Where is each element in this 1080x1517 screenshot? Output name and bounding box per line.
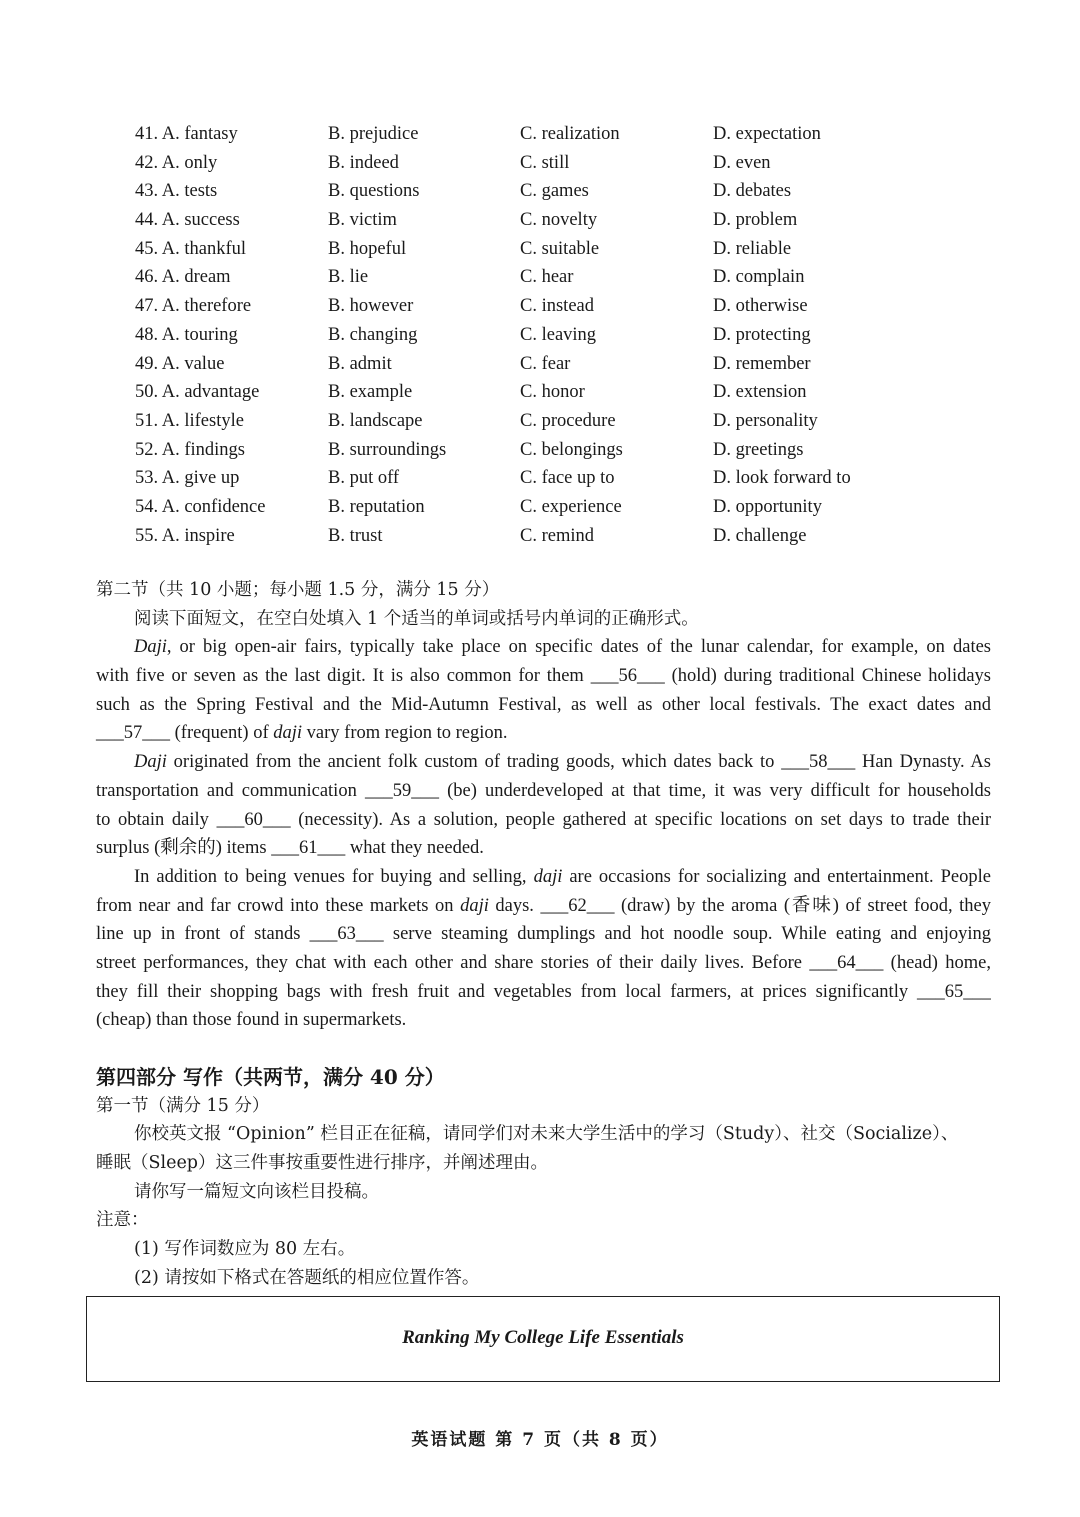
option-choice: 55. A. inspire [135,525,235,546]
section2 [96,576,991,1035]
option-choice: B. trust [328,525,383,546]
passage-line: such as the Spring Festival and the Mid-Autumn Festival, as well as other local festivals. The exact dates and [96,694,991,715]
option-choice: B. surroundings [328,439,447,460]
answer-format-box [86,1296,1000,1382]
section2-heading: 第二节（共 10 小题；每小题 1.5 分，满分 15 分） [96,580,500,600]
option-choice: 42. A. only [135,152,218,173]
option-choice: 50. A. advantage [135,382,260,403]
passage-line: line up in front of stands ___63___ serve steaming dumplings and hot noodle soup. While eating and enjoying [96,924,991,945]
option-choice: B. however [328,296,414,317]
option-choice: D. reliable [713,238,792,259]
option-choice: B. prejudice [328,124,419,144]
option-choice: D. protecting [713,324,811,345]
passage-line: they fill their shopping bags with fresh fruit and vegetables from local farmers, at prices significantly ___65___ [96,981,991,1002]
note-item: (2) 请按如下格式在答题纸的相应位置作答。 [134,1267,480,1288]
passage-line: (cheap) than those found in supermarkets. [96,1010,407,1031]
option-choice: C. face up to [520,468,615,489]
part4-heading: 第四部分 写作（共两节，满分 40 分） [96,1065,445,1089]
passage-line: surplus (剩余的) items ___61___ what they needed. [96,838,484,859]
option-choice: C. realization [520,124,620,144]
passage-line: Daji, or big open-air fairs, typically take place on specific dates of the lunar calendar, for example, on dates [134,637,991,658]
option-row [135,464,995,493]
option-row [135,407,995,436]
option-row [135,263,995,292]
option-choice: C. still [520,152,570,173]
option-row [135,436,995,465]
option-choice: B. example [328,382,413,403]
option-choice: B. reputation [328,496,425,517]
note-item: (1) 写作词数应为 80 左右。 [134,1239,356,1260]
option-choice: D. remember [713,353,811,374]
option-choice: 49. A. value [135,353,225,374]
passage-line: ___57___ (frequent) of daji vary from region to region. [96,723,508,744]
option-choice: C. procedure [520,410,616,431]
option-choice: C. remind [520,525,594,546]
option-choice: D. problem [713,210,798,231]
essay-title: Ranking My College Life Essentials [402,1327,684,1348]
option-choice: 54. A. confidence [135,496,266,517]
note-label: 注意： [96,1210,149,1231]
option-choice: 51. A. lifestyle [135,410,244,431]
passage-line: In addition to being venues for buying and selling, daji are occasions for socializing and entertainment. People [134,866,991,887]
option-row [135,493,995,522]
page-footer: 英语试题 第 7 页（共 8 页） [411,1430,669,1450]
option-choice: C. leaving [520,324,597,345]
term-daji: Daji [134,637,167,658]
option-choice: D. personality [713,410,818,431]
passage-line: from near and far crowd into these markets on daji days. ___62___ (draw) by the aroma (香味) of street food, they [96,895,991,916]
option-choice: D. challenge [713,525,807,546]
option-choice: 44. A. success [135,210,240,231]
option-choice: C. instead [520,296,594,317]
option-choice: B. changing [328,324,418,345]
part4 [96,1063,991,1293]
option-choice: B. put off [328,468,400,489]
option-row [135,292,995,321]
option-choice: D. debates [713,181,792,202]
option-choice: D. otherwise [713,296,808,317]
option-row [135,350,995,379]
option-choice: 53. A. give up [135,468,240,489]
passage-line: to obtain daily ___60___ (necessity). As a solution, people gathered at specific locations on set days to trade their [96,809,991,830]
option-row [135,378,995,407]
option-choice: 43. A. tests [135,181,218,202]
option-choice: C. honor [520,382,585,403]
option-choice: D. look forward to [713,468,851,489]
option-choice: C. experience [520,496,622,517]
option-choice: 46. A. dream [135,267,231,288]
option-choice: B. admit [328,353,392,374]
option-choice: D. opportunity [713,496,822,517]
passage-line: Daji originated from the ancient folk custom of trading goods, which dates back to ___58___ Han Dynasty. As [134,752,991,773]
option-choice: B. lie [328,267,369,288]
passage-line: street performances, they chat with each other and share stories of their daily lives. Before ___64___ (head) home, [96,952,991,973]
option-row [135,149,995,178]
option-choice: C. suitable [520,238,600,259]
option-choice: B. landscape [328,410,423,431]
option-choice: D. extension [713,382,807,403]
option-choice: B. hopeful [328,238,407,259]
option-choice: C. belongings [520,439,623,460]
option-choice: 47. A. therefore [135,296,252,317]
task-line: 请你写一篇短文向该栏目投稿。 [134,1181,379,1202]
cloze-options [135,120,995,550]
option-choice: 45. A. thankful [135,238,246,259]
option-choice: D. complain [713,267,805,288]
passage-line: transportation and communication ___59___ (be) underdeveloped at that time, it was very difficult for households [96,780,991,801]
task-line: 你校英文报 “Opinion” 栏目正在征稿，请同学们对未来大学生活中的学习（Study）、社交（Socialize）、 [134,1124,959,1145]
option-choice: 52. A. findings [135,439,245,460]
section2-instruction: 阅读下面短文，在空白处填入 1 个适当的单词或括号内单词的正确形式。 [134,608,699,629]
option-choice: D. greetings [713,439,804,460]
task-line: 睡眠（Sleep）这三件事按重要性进行排序，并阐述理由。 [96,1153,548,1174]
option-choice: B. indeed [328,152,399,173]
option-choice: B. questions [328,181,420,202]
option-choice: 48. A. touring [135,324,238,345]
option-choice: C. fear [520,353,571,374]
option-row [135,321,995,350]
part4-subheading: 第一节（满分 15 分） [96,1095,270,1116]
option-choice: D. expectation [713,124,821,144]
option-row [135,120,995,149]
option-choice: B. victim [328,210,397,231]
option-row [135,235,995,264]
option-choice: 41. A. fantasy [135,124,238,144]
option-row [135,177,995,206]
option-choice: C. novelty [520,210,598,231]
passage-line: with five or seven as the last digit. It is also common for them ___56___ (hold) during traditional Chinese holidays [96,666,991,687]
option-choice: C. games [520,181,589,202]
option-row [135,522,995,551]
option-choice: D. even [713,152,771,173]
option-row [135,206,995,235]
option-choice: C. hear [520,267,574,288]
